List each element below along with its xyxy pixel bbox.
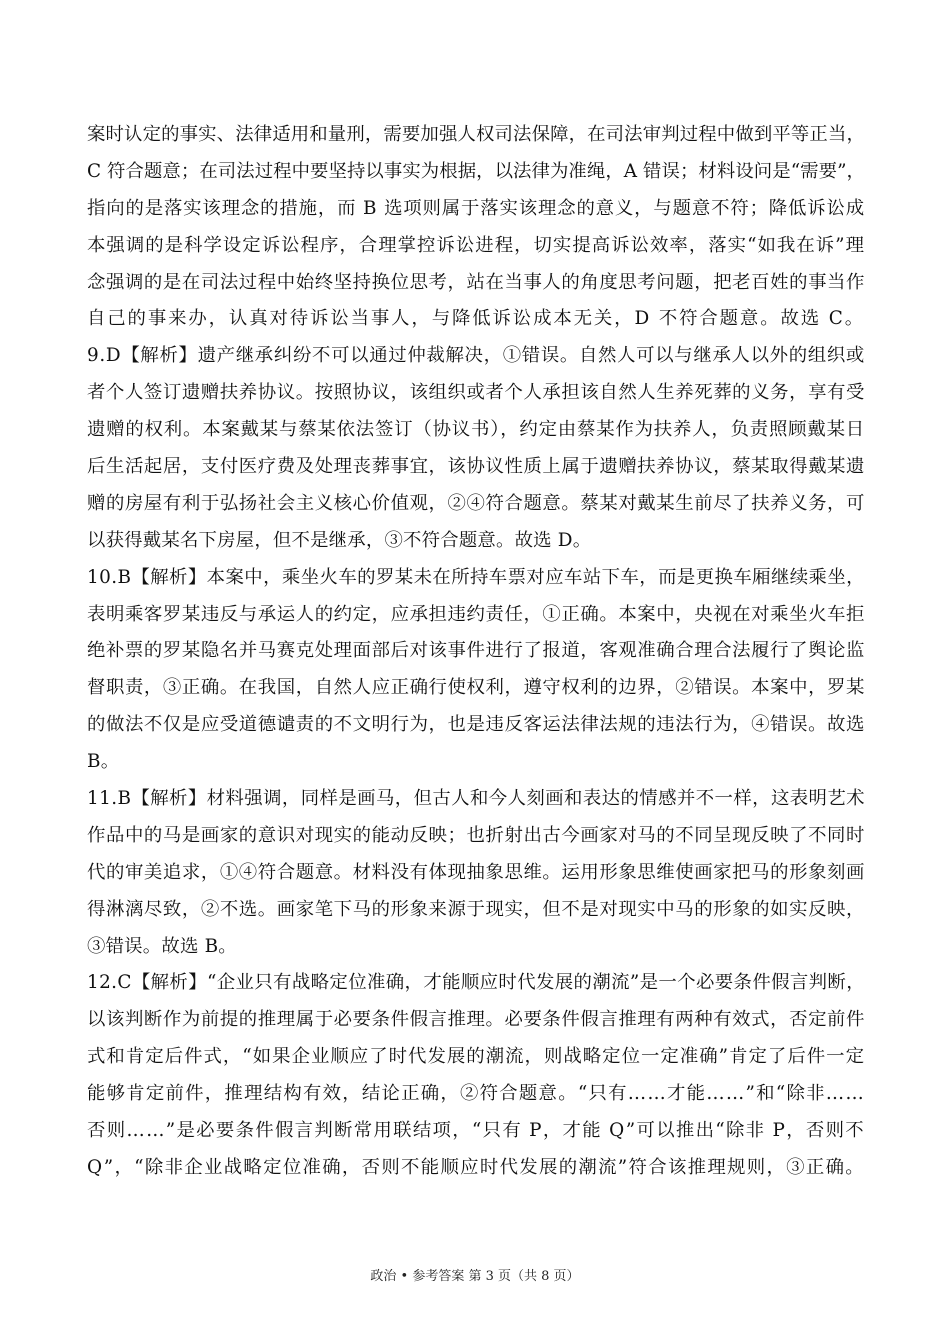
page-footer: 政治 • 参考答案 第 3 页（共 8 页） [370, 1269, 580, 1284]
text-line: 否则……”是必要条件假言判断常用联结项，“只有 P，才能 Q”可以推出“除非 P，否则不 [87, 1120, 865, 1142]
text-line: 赠的房屋有利于弘扬社会主义核心价值观，②④符合题意。蔡某对戴某生前尽了扶养义务，可 [87, 492, 865, 514]
text-line: 的做法不仅是应受道德谴责的不文明行为，也是违反客运法律法规的违法行为，④错误。故选 [87, 714, 865, 736]
text-line: 作品中的马是画家的意识对现实的能动反映；也折射出古今画家对马的不同呈现反映了不同时 [87, 824, 865, 846]
text-line: C 符合题意；在司法过程中要坚持以事实为根据，以法律为准绳，A 错误；材料设问是“需要”， [87, 160, 865, 182]
text-line: 得淋漓尽致，②不选。画家笔下马的形象来源于现实，但不是对现实中马的形象的如实反映， [87, 898, 865, 920]
text-line: B。 [87, 751, 120, 773]
text-line: 案时认定的事实、法律适用和量刑，需要加强人权司法保障，在司法审判过程中做到平等正当， [87, 124, 865, 145]
text-line: 能够肯定前件，推理结构有效，结论正确，②符合题意。“只有……才能……”和“除非…… [87, 1083, 865, 1105]
text-line: 代的审美追求，①④符合题意。材料没有体现抽象思维。运用形象思维使画家把马的形象刻画 [87, 861, 865, 883]
text-line: 表明乘客罗某违反与承运人的约定，应承担违约责任，①正确。本案中，央视在对乘坐火车拒 [87, 603, 865, 625]
text-line: 自己的事来办，认真对待诉讼当事人，与降低诉讼成本无关，D 不符合题意。故选 C。 [87, 308, 865, 330]
text-line: 以获得戴某名下房屋，但不是继承，③不符合题意。故选 D。 [87, 529, 592, 551]
text-line: ③错误。故选 B。 [87, 935, 237, 957]
text-line: 以该判断作为前提的推理属于必要条件假言推理。必要条件假言推理有两种有效式，否定前件 [87, 1009, 865, 1031]
text-line: 后生活起居，支付医疗费及处理丧葬事宜，该协议性质上属于遗赠扶养协议，蔡某取得戴某遗 [87, 456, 865, 478]
text-line: Q”，“除非企业战略定位准确，否则不能顺应时代发展的潮流”符合该推理规则，③正确。 [87, 1156, 865, 1178]
text-line: 念强调的是在司法过程中始终坚持换位思考，站在当事人的角度思考问题，把老百姓的事当作 [87, 271, 865, 293]
text-line: 式和肯定后件式，“如果企业顺应了时代发展的潮流，则战略定位一定准确”肯定了后件一定 [87, 1046, 865, 1068]
text-line: 9.D【解析】遗产继承纠纷不可以通过仲裁解决，①错误。自然人可以与继承人以外的组织或 [87, 345, 865, 367]
text-line: 督职责，③正确。在我国，自然人应正确行使权利，遵守权利的边界，②错误。本案中，罗某 [87, 677, 865, 699]
text-line: 指向的是落实该理念的措施，而 B 选项则属于落实该理念的意义，与题意不符；降低诉讼成 [87, 197, 865, 219]
text-line: 10.B【解析】本案中，乘坐火车的罗某未在所持车票对应车站下车，而是更换车厢继续乘坐， [87, 566, 865, 588]
text-line: 12.C【解析】“企业只有战略定位准确，才能顺应时代发展的潮流”是一个必要条件假言判断， [87, 972, 865, 994]
text-line: 遗赠的权利。本案戴某与蔡某依法签订（协议书），约定由蔡某作为扶养人，负责照顾戴某日 [87, 419, 865, 441]
text-line: 绝补票的罗某隐名并马赛克处理面部后对该事件进行了报道，客观准确合理合法履行了舆论监 [87, 640, 865, 662]
text-line: 11.B【解析】材料强调，同样是画马，但古人和今人刻画和表达的情感并不一样，这表明艺术 [87, 788, 865, 810]
text-line: 本强调的是科学设定诉讼程序，合理掌控诉讼进程，切实提高诉讼效率，落实“如我在诉”理 [87, 234, 865, 256]
text-line: 者个人签订遗赠扶养协议。按照协议，该组织或者个人承担该自然人生养死葬的义务，享有受 [87, 382, 865, 404]
answer-text-body [87, 117, 865, 1187]
